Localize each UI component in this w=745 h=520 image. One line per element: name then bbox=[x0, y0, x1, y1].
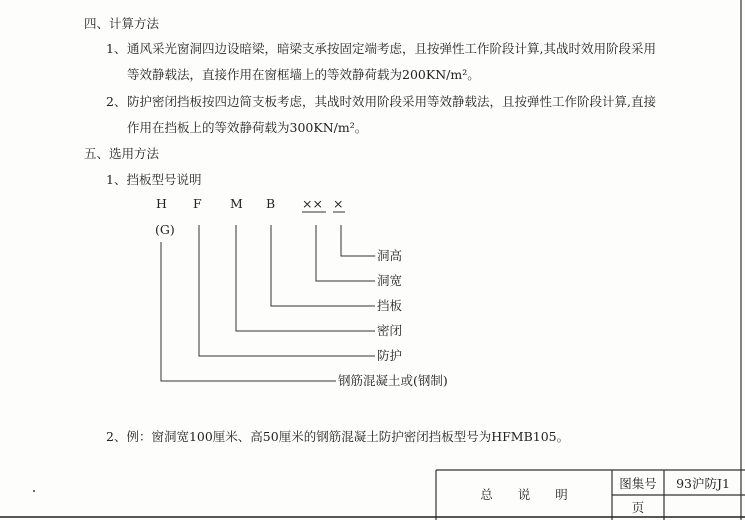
model-example: 2、例：窗洞宽100厘米、高50厘米的钢筋混凝土防护密闭挡板型号为HFMB105。 bbox=[106, 429, 570, 444]
label-baffle: 挡板 bbox=[377, 298, 403, 313]
model-explanation-heading: 1、挡板型号说明 bbox=[106, 172, 202, 187]
bracket-protective bbox=[199, 225, 375, 356]
section-heading-calc: 四、计算方法 bbox=[84, 16, 160, 31]
calc-item-1-line-2: 等效静载法，直接作用在窗框墙上的等效静荷载为200KN/m²。 bbox=[127, 67, 480, 82]
code-letter-h: H bbox=[156, 196, 167, 211]
label-hole-width: 洞宽 bbox=[377, 273, 403, 288]
section-heading-select: 五、选用方法 bbox=[84, 146, 160, 161]
code-letter-f: F bbox=[193, 196, 202, 211]
page-label: 页 bbox=[631, 499, 645, 515]
calc-item-1-line-1: 通风采光窗洞四边设暗梁，暗梁支承按固定端考虑，且按弹性工作阶段计算,其战时效用阶段采用 bbox=[127, 41, 656, 56]
calc-item-2-line-2: 作用在挡板上的等效静荷载为300KN/m²。 bbox=[127, 120, 368, 135]
label-airtight: 密闭 bbox=[377, 323, 403, 338]
code-letter-m: M bbox=[230, 196, 243, 211]
label-material: 钢筋混凝土或(钢制) bbox=[338, 373, 448, 388]
title-block-title: 总 说 明 bbox=[480, 487, 568, 502]
code-letter-b: B bbox=[266, 196, 276, 211]
bracket-hole-height bbox=[341, 225, 375, 256]
code-width-placeholder: ×× bbox=[302, 196, 323, 211]
atlas-number-label: 图集号 bbox=[619, 476, 657, 491]
calc-item-2-line-1: 防护密闭挡板按四边简支板考虑，其战时效用阶段采用等效静载法，且按弹性工作阶段计算,直接 bbox=[127, 94, 656, 109]
label-hole-height: 洞高 bbox=[377, 248, 403, 263]
bracket-baffle bbox=[271, 225, 375, 306]
label-protective: 防护 bbox=[377, 348, 403, 363]
page-value bbox=[665, 496, 741, 517]
calc-item-2-num: 2、 bbox=[106, 94, 127, 109]
bracket-airtight bbox=[236, 225, 375, 331]
bracket-hole-width bbox=[316, 225, 375, 281]
calc-item-1-num: 1、 bbox=[106, 41, 127, 56]
code-alt-steel: (G) bbox=[155, 222, 175, 237]
code-height-placeholder: × bbox=[333, 196, 344, 211]
atlas-number-value: 93沪防J1 bbox=[676, 476, 730, 491]
bracket-material bbox=[161, 242, 336, 381]
